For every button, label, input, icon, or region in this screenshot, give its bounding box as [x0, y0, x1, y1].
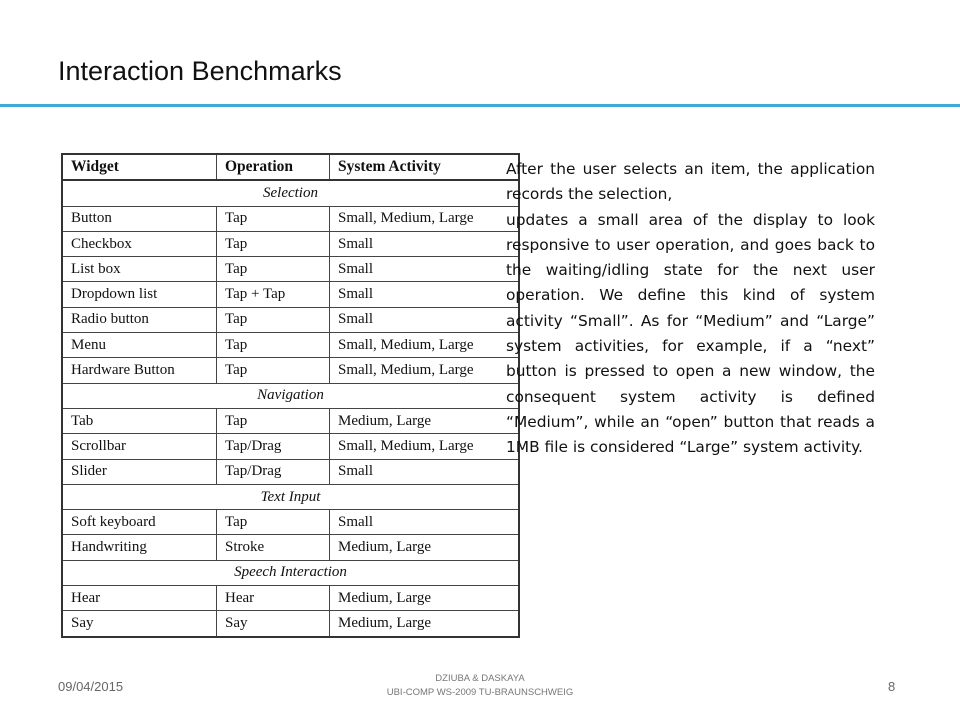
benchmark-table — [61, 153, 520, 638]
table-row — [62, 459, 519, 484]
header-system-activity: System Activity — [330, 154, 520, 180]
widget-cell: Button — [62, 206, 217, 231]
table-row — [62, 408, 519, 433]
table-row — [62, 206, 519, 231]
table-section-row — [62, 383, 519, 408]
widget-cell: Menu — [62, 333, 217, 358]
system-activity-cell: Small — [330, 510, 520, 535]
widget-cell: List box — [62, 257, 217, 282]
header-operation: Operation — [217, 154, 330, 180]
operation-cell: Tap — [217, 231, 330, 256]
system-activity-cell: Medium, Large — [330, 408, 520, 433]
system-activity-cell: Small — [330, 257, 520, 282]
system-activity-cell: Small — [330, 282, 520, 307]
benchmark-table-container — [61, 153, 520, 638]
system-activity-cell: Small — [330, 231, 520, 256]
operation-cell: Hear — [217, 586, 330, 611]
widget-cell: Scrollbar — [62, 434, 217, 459]
system-activity-cell: Medium, Large — [330, 535, 520, 560]
system-activity-cell: Small, Medium, Large — [330, 206, 520, 231]
section-label: Navigation — [62, 383, 519, 408]
system-activity-cell: Small — [330, 459, 520, 484]
table-row — [62, 231, 519, 256]
operation-cell: Tap — [217, 206, 330, 231]
system-activity-cell: Medium, Large — [330, 586, 520, 611]
footer-authors: DZIUBA & DASKAYA — [435, 673, 525, 684]
operation-cell: Tap/Drag — [217, 434, 330, 459]
description-text — [506, 157, 875, 461]
table-row — [62, 535, 519, 560]
section-label: Text Input — [62, 484, 519, 509]
operation-cell: Say — [217, 611, 330, 637]
operation-cell: Tap — [217, 307, 330, 332]
table-row — [62, 282, 519, 307]
widget-cell: Hear — [62, 586, 217, 611]
widget-cell: Hardware Button — [62, 358, 217, 383]
system-activity-cell: Small — [330, 307, 520, 332]
footer-credits — [330, 672, 630, 700]
widget-cell: Tab — [62, 408, 217, 433]
table-section-row — [62, 180, 519, 206]
operation-cell: Tap — [217, 510, 330, 535]
widget-cell: Say — [62, 611, 217, 637]
system-activity-cell: Small, Medium, Large — [330, 358, 520, 383]
operation-cell: Tap/Drag — [217, 459, 330, 484]
operation-cell: Tap — [217, 333, 330, 358]
system-activity-cell: Small, Medium, Large — [330, 434, 520, 459]
page-number: 8 — [888, 679, 896, 694]
operation-cell: Tap + Tap — [217, 282, 330, 307]
table-row — [62, 257, 519, 282]
section-label: Speech Interaction — [62, 560, 519, 585]
table-row — [62, 586, 519, 611]
operation-cell: Tap — [217, 358, 330, 383]
widget-cell: Soft keyboard — [62, 510, 217, 535]
table-row — [62, 307, 519, 332]
system-activity-cell: Small, Medium, Large — [330, 333, 520, 358]
section-label: Selection — [62, 180, 519, 206]
table-row — [62, 358, 519, 383]
table-row — [62, 611, 519, 637]
table-row — [62, 510, 519, 535]
title-divider — [0, 104, 960, 107]
slide-title: Interaction Benchmarks — [58, 56, 342, 86]
widget-cell: Dropdown list — [62, 282, 217, 307]
footer-course: UBI-COMP WS-2009 TU-BRAUNSCHWEIG — [386, 687, 574, 698]
table-section-row — [62, 560, 519, 585]
footer-date: 09/04/2015 — [58, 679, 124, 694]
widget-cell: Radio button — [62, 307, 217, 332]
widget-cell: Slider — [62, 459, 217, 484]
operation-cell: Tap — [217, 408, 330, 433]
description-paragraph-2: updates a small area of the display to look responsive to user operation, and goes back to the waiting/idling state for the next user operation. We define this kind of system activity “Small”. As for “Medium” and “Large” system activities, for example, if a “next” button is pressed to open a new window, the consequent system activity is defined “Medium”, while an “open” button that reads a 1MB file is considered “Large” system activity. — [506, 210, 875, 457]
widget-cell: Handwriting — [62, 535, 217, 560]
operation-cell: Stroke — [217, 535, 330, 560]
table-row — [62, 434, 519, 459]
operation-cell: Tap — [217, 257, 330, 282]
system-activity-cell: Medium, Large — [330, 611, 520, 637]
table-row — [62, 333, 519, 358]
widget-cell: Checkbox — [62, 231, 217, 256]
description-paragraph-1: After the user selects an item, the application records the selection, — [506, 160, 875, 204]
table-section-row — [62, 484, 519, 509]
header-widget: Widget — [62, 154, 217, 180]
table-body — [62, 180, 519, 636]
table-header-row — [62, 154, 519, 180]
